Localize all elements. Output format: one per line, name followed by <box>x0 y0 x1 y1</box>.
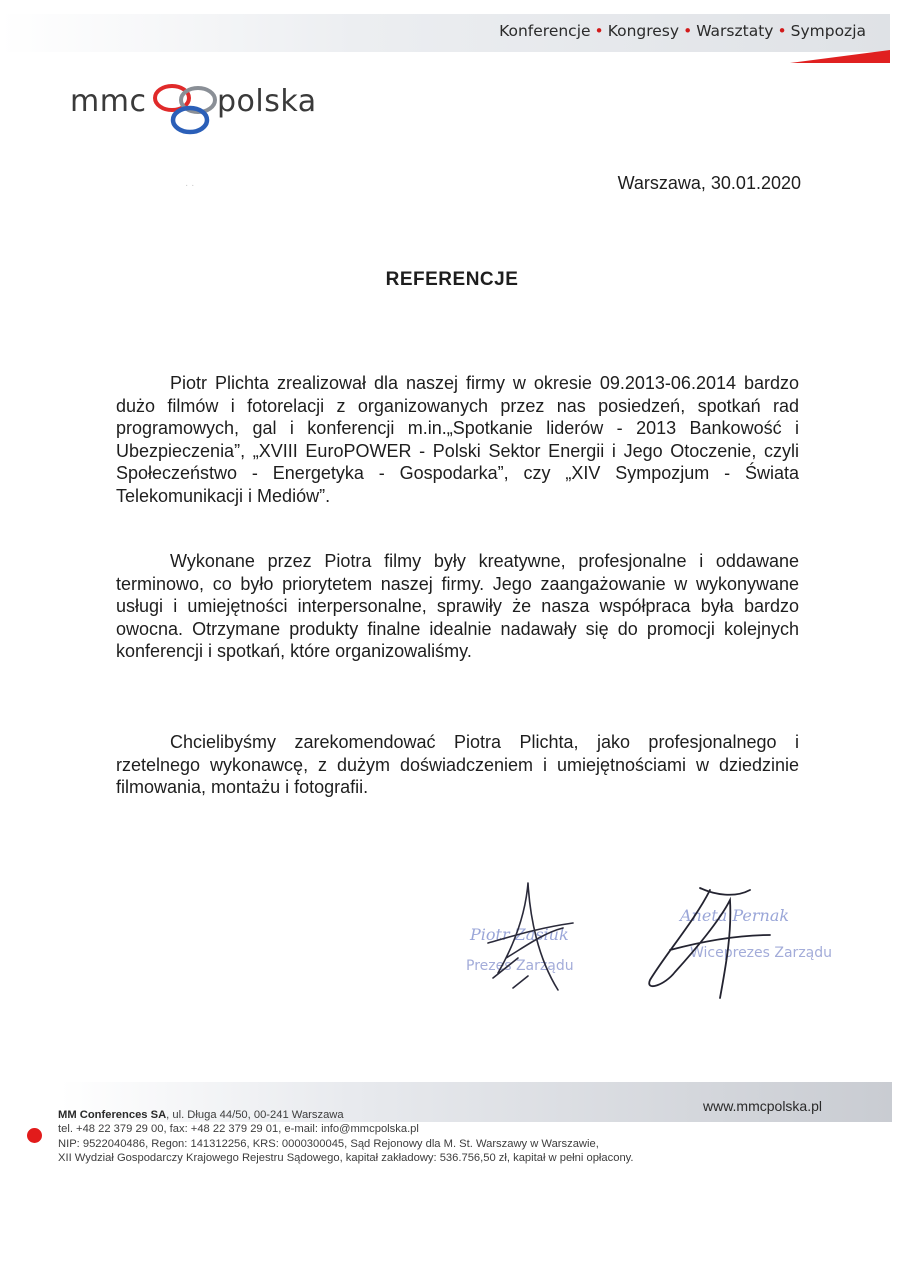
logo-rings-icon <box>152 78 218 138</box>
header-red-accent <box>790 50 890 63</box>
footer-red-dot <box>27 1128 42 1143</box>
signatory-role: Wiceprezes Zarządu <box>690 945 833 961</box>
body-paragraph: Chcielibyśmy zarekomendować Piotra Plichta, jako profesjonalnego i rzetelnego wykonawcę, z dużym doświadczeniem i umiejętnościami w dziedzinie filmowania, montażu i fotografii. <box>116 732 799 797</box>
letter-title: REFERENCJE <box>385 269 519 290</box>
header-menu <box>499 22 866 40</box>
menu-item-sympozja: Sympozja <box>790 22 866 40</box>
menu-separator: • <box>777 22 787 40</box>
company-logo <box>70 78 340 138</box>
footer-company-name: MM Conferences SA <box>58 1109 167 1121</box>
menu-item-warsztaty: Warsztaty <box>696 22 774 40</box>
menu-separator: • <box>683 22 693 40</box>
body-paragraph: Piotr Plichta zrealizował dla naszej firmy w okresie 09.2013-06.2014 bardzo dużo filmów i fotorelacji z organizowanych przez nas posiedzeń, spotkań rad programowych, gal i konferencji m.in.„Spotkanie liderów - 2013 Bankowość i Ubezpieczenia”, „XVIII EuroPOWER - Polski Sektor Energii i Jego Otoczenie, czyli Społeczeństwo - Energetyka - Gospodarka”, czy „XIV Sympozjum - Świata Telekomunikacji i Mediów”. <box>116 373 799 506</box>
logo-text-right: polska <box>217 84 317 119</box>
menu-item-kongresy: Kongresy <box>607 22 680 40</box>
logo-text-left: mmc <box>70 84 147 119</box>
signatory-role: Prezes Zarządu <box>466 958 574 974</box>
body-paragraph: Wykonane przez Piotra filmy były kreatywne, profesjonalne i oddawane terminowo, co było priorytetem naszej firmy. Jego zaangażowanie w wykonywane usługi i umiejętności interpersonalne, sprawiły że nasza współpraca była bardzo owocna. Otrzymane produkty finalne idealnie nadawały się do promocji kolejnych konferencji i spotkań, które organizowaliśmy. <box>116 551 799 661</box>
menu-separator: • <box>594 22 604 40</box>
handwritten-signature-2 <box>640 880 780 1010</box>
letter-date: Warszawa, 30.01.2020 <box>617 173 801 193</box>
footer-contact: tel. +48 22 379 29 00, fax: +48 22 379 29 01, e-mail: info@mmcpolska.pl <box>58 1123 419 1136</box>
scan-artifact: · · <box>185 180 195 191</box>
footer-company-info <box>58 1108 634 1165</box>
signatory-name: Piotr Zasiuk <box>470 925 569 944</box>
menu-item-konferencje: Konferencje <box>499 22 591 40</box>
footer-registry: NIP: 9522040486, Regon: 141312256, KRS: 0000300045, Sąd Rejonowy dla M. St. Warszawy w Warszawie, <box>58 1137 599 1150</box>
footer-website: www.mmcpolska.pl <box>702 1098 822 1114</box>
footer-court: XII Wydział Gospodarczy Krajowego Rejestru Sądowego, kapitał zakładowy: 536.756,50 zł, kapitał w pełni opłacony. <box>58 1151 634 1164</box>
handwritten-signature-1 <box>468 878 588 998</box>
footer-address: , ul. Długa 44/50, 00-241 Warszawa <box>166 1109 344 1121</box>
signatory-name: Aneta Pernak <box>680 906 790 925</box>
